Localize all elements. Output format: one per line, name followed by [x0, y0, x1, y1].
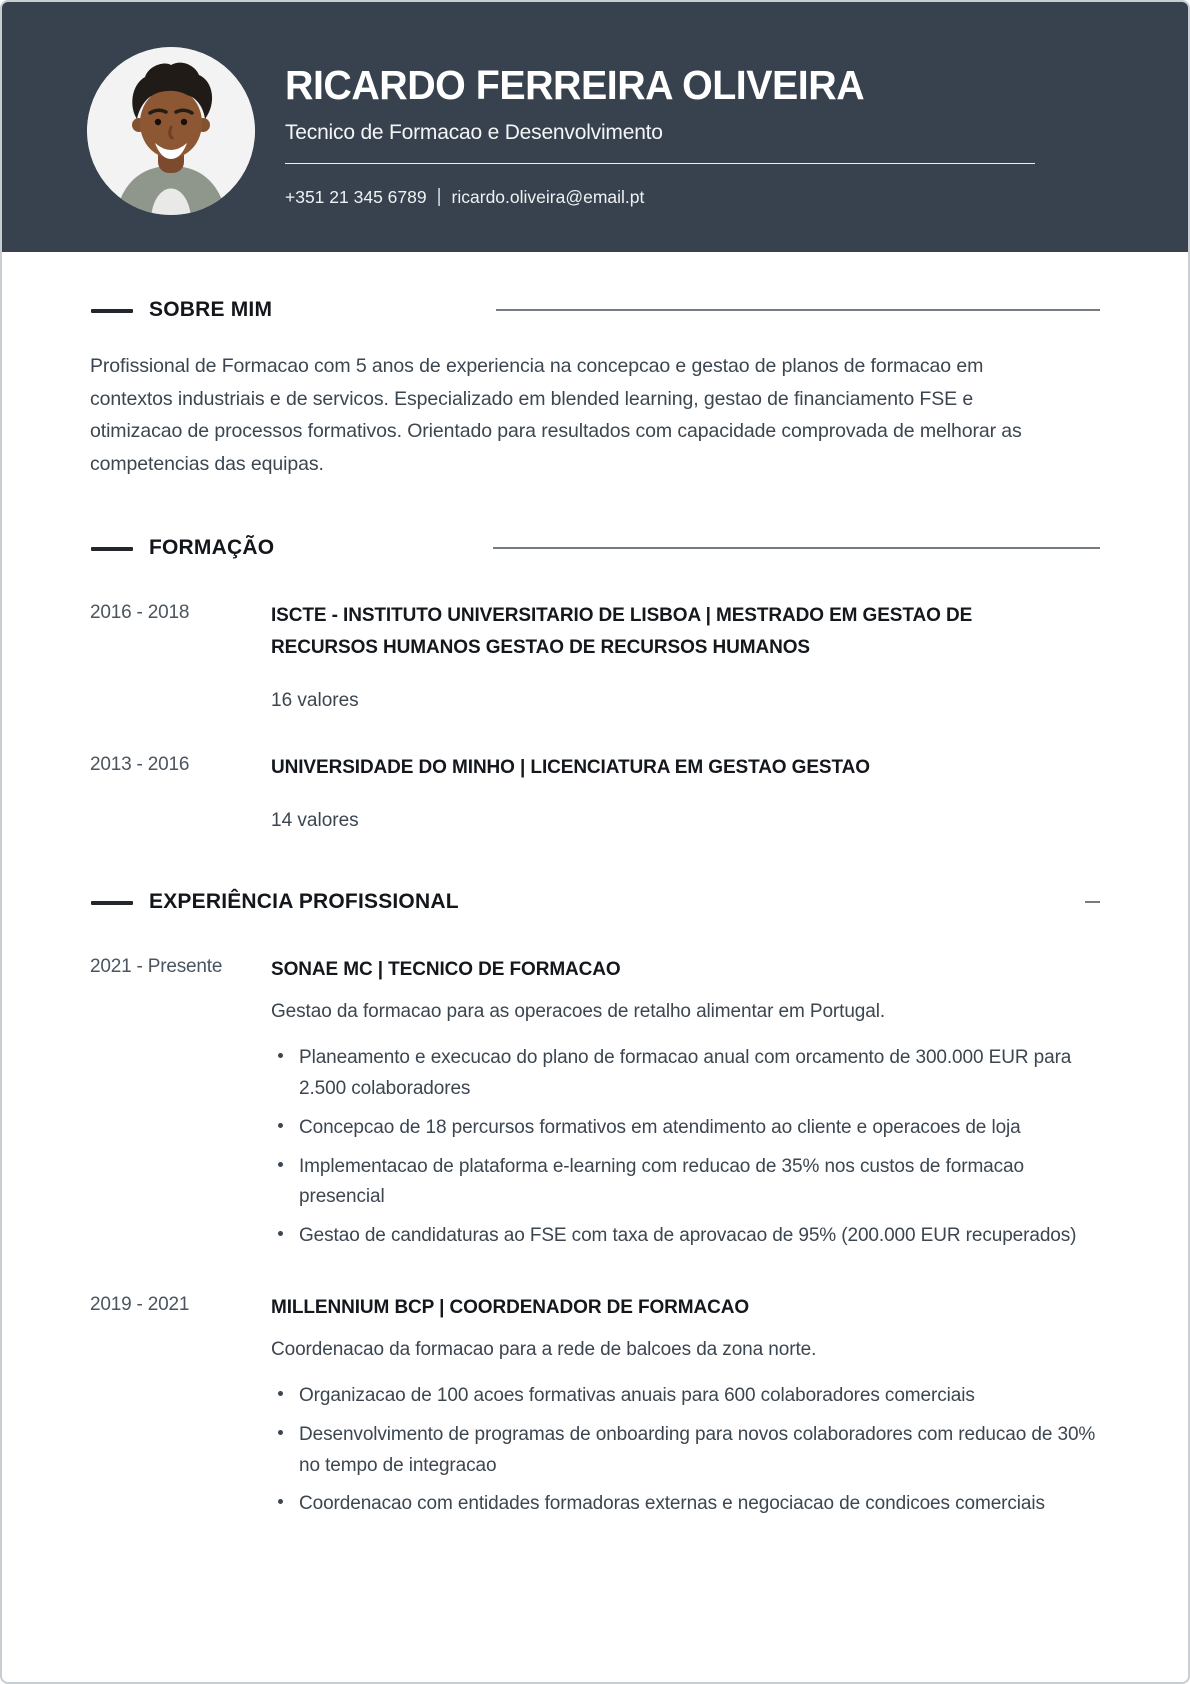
entry-description: Gestao da formacao para as operacoes de retalho alimentar em Portugal.: [271, 1000, 886, 1022]
education-heading-row: [90, 536, 1100, 560]
about-heading-row: [90, 298, 1100, 322]
entry-grade: 14 valores: [271, 809, 359, 831]
about-section-title: SOBRE MIM: [149, 298, 273, 321]
experience-section-title: EXPERIÊNCIA PROFISSIONAL: [149, 889, 459, 913]
section-dash: [91, 309, 133, 313]
resume-body: [2, 298, 1188, 1560]
entry-dates: 2019 - 2021: [90, 1293, 190, 1315]
resume-header: [2, 2, 1188, 252]
section-education: [90, 536, 1100, 832]
header-divider: [285, 163, 1035, 164]
experience-entry: [90, 954, 1100, 1252]
entry-bullet-list: [271, 1043, 1100, 1252]
entry-description: Coordenacao da formacao para a rede de balcoes da zona norte.: [271, 1338, 817, 1360]
entry-title: MILLENNIUM BCP | COORDENADOR DE FORMACAO: [271, 1296, 750, 1318]
entry-dates: 2013 - 2016: [90, 754, 190, 776]
email-address: ricardo.oliveira@email.pt: [451, 186, 645, 207]
experience-heading-row: [90, 890, 1100, 914]
section-about: [90, 298, 1100, 480]
experience-entry: [90, 1292, 1100, 1520]
entry-dates: 2021 - Presente: [90, 955, 223, 977]
bullet-item: Planeamento e execucao do plano de formacao anual com orcamento de 300.000 EUR para 2.500 colaboradores: [299, 1043, 1100, 1105]
section-rule: [1085, 901, 1100, 903]
entry-bullet-list: [271, 1381, 1100, 1520]
about-paragraph: Profissional de Formacao com 5 anos de experiencia na concepcao e gestao de planos de formacao em contextos industriais e de servicos. Especializado em blended learning, gestao de financiamento FSE e otimizacao de processos formativos. Orientado para resultados com capacidade comprovada de melhorar as competencias das equipas.: [90, 355, 1022, 475]
section-rule: [496, 309, 1100, 311]
person-job-title: Tecnico de Formacao e Desenvolvimento: [285, 121, 663, 144]
section-rule: [493, 547, 1100, 549]
profile-photo: [87, 47, 255, 215]
entry-dates: 2016 - 2018: [90, 602, 190, 624]
bullet-item: Concepcao de 18 percursos formativos em atendimento ao cliente e operacoes de loja: [299, 1113, 1100, 1144]
section-dash: [91, 547, 133, 551]
education-entry: [90, 752, 1100, 832]
bullet-item: Gestao de candidaturas ao FSE com taxa de aprovacao de 95% (200.000 EUR recuperados): [299, 1221, 1100, 1252]
contact-line: [285, 186, 1098, 208]
phone-number: +351 21 345 6789: [285, 186, 427, 207]
section-dash: [91, 901, 133, 905]
bullet-item: Coordenacao com entidades formadoras externas e negociacao de condicoes comerciais: [299, 1489, 1100, 1520]
education-section-title: FORMAÇÃO: [149, 536, 275, 560]
contact-separator: |: [436, 186, 442, 207]
bullet-item: Desenvolvimento de programas de onboarding para novos colaboradores com reducao de 30% no tempo de integracao: [299, 1420, 1100, 1482]
entry-title: ISCTE - INSTITUTO UNIVERSITARIO DE LISBOA | MESTRADO EM GESTAO DE RECURSOS HUMANOS GESTAO DE RECURSOS HUMANOS: [271, 605, 973, 659]
entry-content: [271, 600, 1100, 712]
profile-photo-illustration: [87, 47, 255, 215]
entry-content: [271, 954, 1100, 1252]
education-entry: [90, 600, 1100, 712]
entry-content: [271, 752, 1100, 832]
person-name: RICARDO FERREIRA OLIVEIRA: [285, 62, 865, 108]
entry-title: UNIVERSIDADE DO MINHO | LICENCIATURA EM GESTAO GESTAO: [271, 757, 870, 779]
entry-grade: 16 valores: [271, 690, 359, 712]
bullet-item: Organizacao de 100 acoes formativas anuais para 600 colaboradores comerciais: [299, 1381, 1100, 1412]
section-experience: [90, 890, 1100, 1520]
header-text-block: [285, 62, 1098, 208]
entry-title: SONAE MC | TECNICO DE FORMACAO: [271, 958, 621, 980]
entry-content: [271, 1292, 1100, 1520]
bullet-item: Implementacao de plataforma e-learning com reducao de 35% nos custos de formacao presencial: [299, 1152, 1100, 1214]
